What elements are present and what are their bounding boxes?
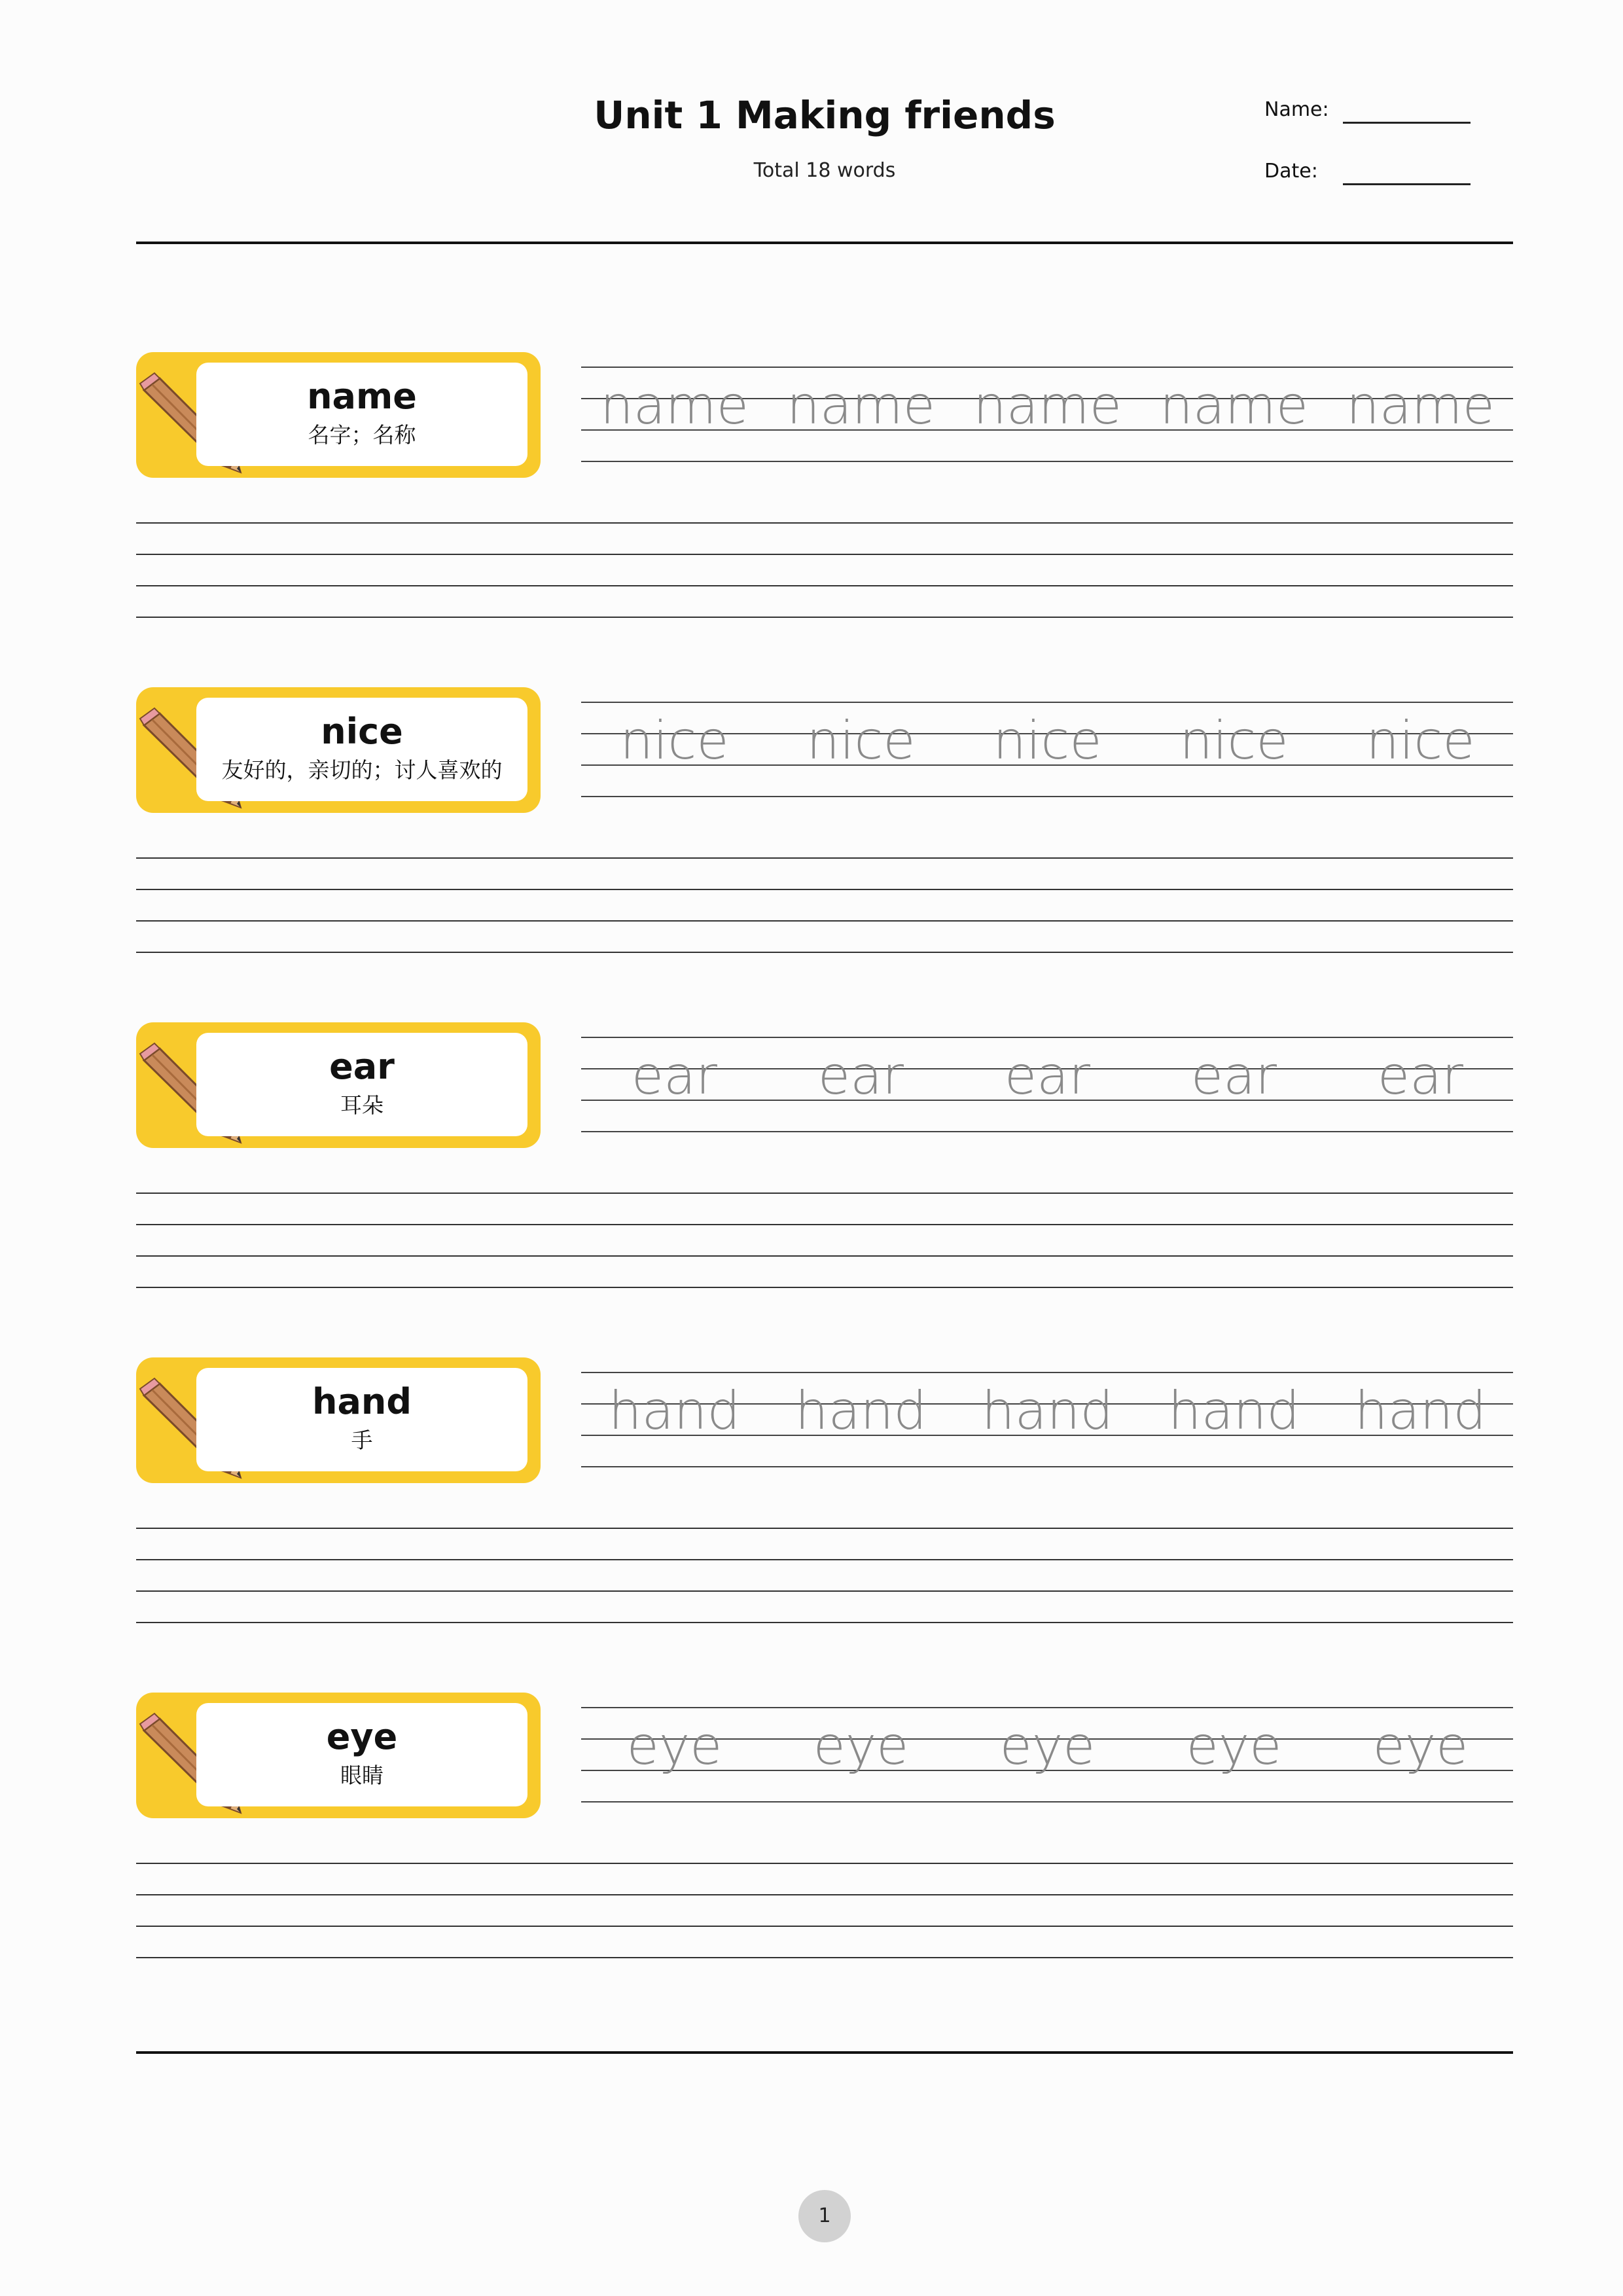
- writing-line[interactable]: [136, 1287, 1513, 1288]
- trace-word: ear: [1190, 1045, 1277, 1106]
- trace-word: nice: [993, 710, 1102, 771]
- trace-word: ear: [631, 1045, 718, 1106]
- trace-word: eye: [1186, 1715, 1282, 1776]
- vocab-word: hand: [312, 1381, 412, 1422]
- writing-line[interactable]: [136, 1894, 1513, 1895]
- trace-word: ear: [1377, 1045, 1464, 1106]
- date-field[interactable]: [1264, 160, 1343, 183]
- writing-line[interactable]: [136, 1528, 1513, 1529]
- writing-line[interactable]: [136, 1926, 1513, 1927]
- writing-line[interactable]: [136, 585, 1513, 586]
- writing-line[interactable]: [136, 1863, 1513, 1864]
- date-blank[interactable]: [1343, 183, 1471, 185]
- trace-word: hand: [1354, 1380, 1487, 1441]
- writing-line[interactable]: [136, 889, 1513, 890]
- trace-word: hand: [794, 1380, 927, 1441]
- header-divider: [136, 242, 1513, 244]
- word-card-inner: [196, 1033, 527, 1136]
- trace-word: nice: [806, 710, 916, 771]
- trace-word: name: [787, 375, 935, 436]
- writing-line[interactable]: [136, 920, 1513, 922]
- writing-line[interactable]: [136, 1224, 1513, 1225]
- trace-guideline: [581, 1131, 1513, 1132]
- vocab-word: nice: [321, 711, 403, 752]
- trace-word: ear: [817, 1045, 904, 1106]
- word-section: [0, 1022, 1623, 1304]
- word-card-inner: [196, 363, 527, 466]
- writing-line[interactable]: [136, 952, 1513, 953]
- vocab-meaning: 手: [351, 1427, 373, 1453]
- word-card: [136, 1357, 541, 1483]
- writing-line[interactable]: [136, 617, 1513, 618]
- trace-word: eye: [626, 1715, 722, 1776]
- page-title: Unit 1 Making friends: [594, 93, 1056, 137]
- word-section: [0, 687, 1623, 969]
- writing-line[interactable]: [136, 1622, 1513, 1623]
- date-label: Date:: [1264, 160, 1318, 183]
- writing-line[interactable]: [136, 1559, 1513, 1560]
- trace-guideline: [581, 702, 1513, 703]
- footer-divider: [136, 2051, 1513, 2054]
- trace-guideline: [581, 1372, 1513, 1373]
- trace-word: name: [1160, 375, 1308, 436]
- trace-word: hand: [608, 1380, 741, 1441]
- trace-word: nice: [620, 710, 729, 771]
- writing-line[interactable]: [136, 1193, 1513, 1194]
- trace-word: nice: [1366, 710, 1475, 771]
- trace-guideline: [581, 367, 1513, 368]
- trace-guideline: [581, 1466, 1513, 1467]
- word-card: [136, 687, 541, 813]
- vocab-word: ear: [329, 1046, 395, 1087]
- vocab-meaning: 友好的，亲切的；讨人喜欢的: [221, 757, 503, 783]
- trace-word: nice: [1179, 710, 1289, 771]
- trace-word: hand: [1168, 1380, 1300, 1441]
- word-section: [0, 1693, 1623, 1974]
- writing-line[interactable]: [136, 554, 1513, 555]
- word-card: [136, 1022, 541, 1148]
- trace-word: ear: [1004, 1045, 1091, 1106]
- name-field[interactable]: [1264, 98, 1343, 121]
- trace-word: eye: [999, 1715, 1096, 1776]
- trace-word: eye: [813, 1715, 909, 1776]
- name-blank[interactable]: [1343, 122, 1471, 124]
- vocab-meaning: 名字；名称: [308, 422, 416, 448]
- trace-word: name: [973, 375, 1122, 436]
- trace-guideline: [581, 1801, 1513, 1803]
- trace-word: name: [1346, 375, 1495, 436]
- writing-line[interactable]: [136, 522, 1513, 524]
- word-card: [136, 1693, 541, 1818]
- page-number: 1: [798, 2190, 851, 2242]
- word-section: [0, 352, 1623, 634]
- page-subtitle: Total 18 words: [753, 159, 896, 182]
- trace-guideline: [581, 461, 1513, 462]
- trace-guideline: [581, 1037, 1513, 1038]
- word-card-inner: [196, 1703, 527, 1806]
- word-card-inner: [196, 698, 527, 801]
- writing-line[interactable]: [136, 857, 1513, 859]
- writing-line[interactable]: [136, 1590, 1513, 1592]
- vocab-word: eye: [326, 1716, 398, 1757]
- trace-guideline: [581, 796, 1513, 797]
- word-card: [136, 352, 541, 478]
- vocab-meaning: 眼睛: [340, 1763, 383, 1788]
- trace-guideline: [581, 1707, 1513, 1708]
- trace-word: name: [600, 375, 749, 436]
- vocab-word: name: [307, 376, 417, 417]
- writing-line[interactable]: [136, 1957, 1513, 1958]
- trace-word: hand: [981, 1380, 1114, 1441]
- word-section: [0, 1357, 1623, 1639]
- vocab-meaning: 耳朵: [340, 1092, 383, 1118]
- trace-word: eye: [1372, 1715, 1469, 1776]
- name-label: Name:: [1264, 98, 1329, 121]
- writing-line[interactable]: [136, 1255, 1513, 1257]
- word-card-inner: [196, 1368, 527, 1471]
